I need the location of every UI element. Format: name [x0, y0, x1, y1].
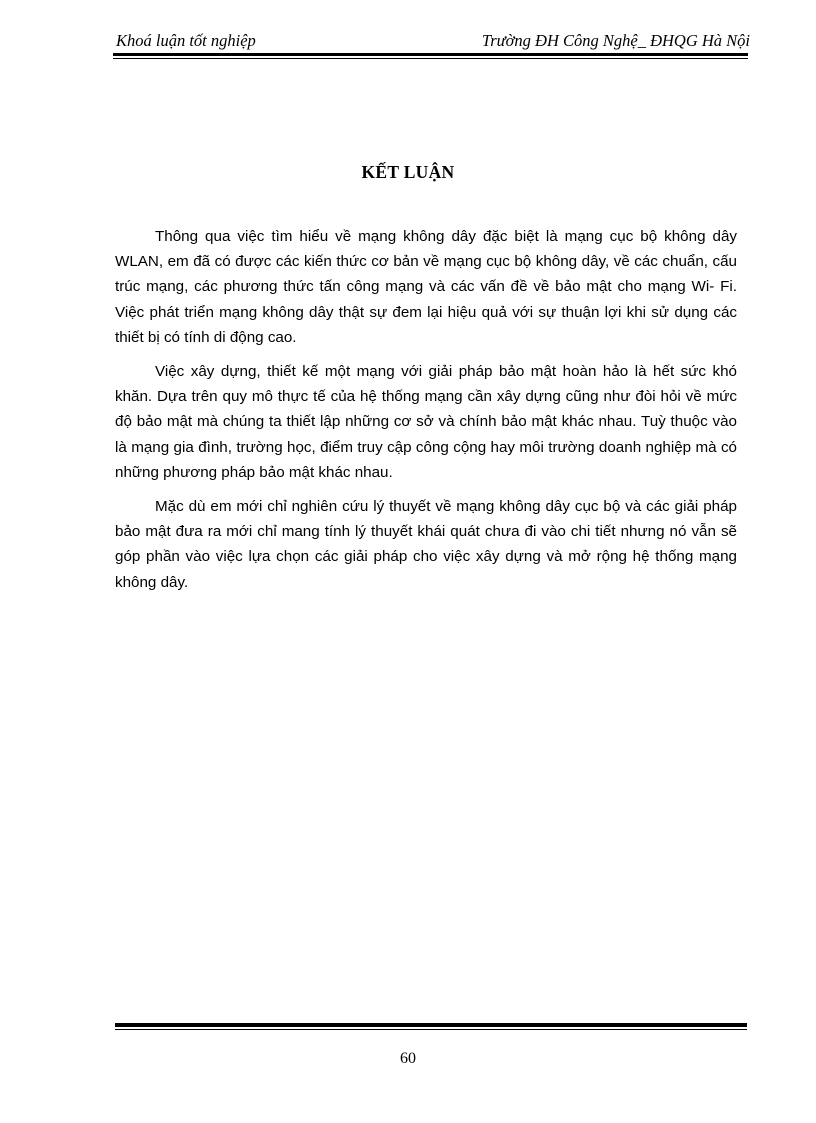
paragraph-1: Thông qua việc tìm hiểu về mạng không dây đặc biệt là mạng cục bộ không dây WLAN, em đã có được các kiến thức cơ bản về mạng cục bộ không dây, về các chuẩn, cấu trúc mạng, các phương thức tấn công mạng và các vấn đề về bảo mật cho mạng Wi- Fi. Việc phát triển mạng không dây thật sự đem lại hiệu quả với sự thuận lợi khi sử dụng các thiết bị có tính di động cao.: [115, 228, 737, 346]
header-right-text: Trường ĐH Công Nghệ_ ĐHQG Hà Nội: [481, 31, 750, 50]
page-title: KẾT LUẬN: [361, 162, 455, 182]
header-left-text: Khoá luận tốt nghiệp: [116, 31, 256, 50]
footer-rule-secondary: [115, 1029, 747, 1030]
footer-rule: [115, 1023, 747, 1027]
body-text: [115, 224, 737, 604]
page-number: 60: [400, 1050, 416, 1067]
header-rule-secondary: [113, 58, 748, 59]
paragraph-2: Việc xây dựng, thiết kế một mạng với giải pháp bảo mật hoàn hảo là hết sức khó khăn. Dựa trên quy mô thực tế của hệ thống mạng cần xây dựng cũng như đòi hỏi về mức độ bảo mật mà chúng ta thiết lập những cơ sở và chính bảo mật khác nhau. Tuỳ thuộc vào là mạng gia đình, trường học, điểm truy cập công cộng hay môi trường doanh nghiệp mà có những phương pháp bảo mật khác nhau.: [115, 363, 737, 481]
paragraph-3: Mặc dù em mới chỉ nghiên cứu lý thuyết về mạng không dây cục bộ và các giải pháp bảo mật đưa ra mới chỉ mang tính lý thuyết khái quát chưa đi vào chi tiết nhưng nó vẫn sẽ góp phần vào việc lựa chọn các giải pháp cho việc xây dựng và mở rộng hệ thống mạng không dây.: [115, 498, 737, 591]
header-rule: [113, 53, 748, 56]
